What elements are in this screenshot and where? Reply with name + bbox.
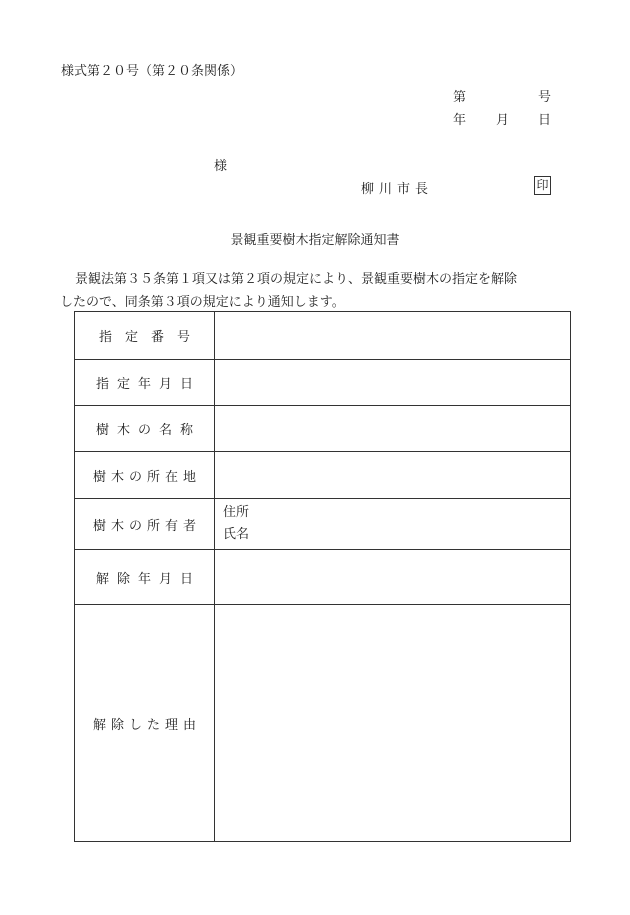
row-label: 樹木の名称 — [75, 406, 215, 452]
doc-number-suffix: 号 — [538, 90, 552, 105]
designation-number-field[interactable] — [215, 312, 571, 360]
notice-body-line-1: 景観法第３５条第１項又は第２項の規定により、景観重要樹木の指定を解除 — [75, 272, 518, 287]
row-label: 指定年月日 — [75, 360, 215, 406]
row-label: 樹木の所在地 — [75, 452, 215, 499]
doc-number-prefix: 第 — [453, 90, 467, 105]
tree-name-field[interactable] — [215, 406, 571, 452]
issuer-name: 柳川市長 — [361, 182, 434, 197]
row-label: 解除した理由 — [75, 605, 215, 842]
cancellation-date-field[interactable] — [215, 550, 571, 605]
owner-address-label: 住所 — [223, 505, 250, 520]
date-year: 年 — [453, 113, 467, 128]
notice-body-line-2: したので、同条第３項の規定により通知します。 — [60, 295, 345, 310]
document-title: 景観重要樹木指定解除通知書 — [230, 233, 400, 248]
date-month: 月 — [496, 113, 510, 128]
table-row — [75, 550, 571, 605]
row-label: 樹木の所有者 — [75, 499, 215, 550]
addressee-honorific: 様 — [214, 159, 228, 174]
owner-name-label: 氏名 — [223, 527, 250, 542]
table-row — [75, 312, 571, 360]
table-row — [75, 360, 571, 406]
table-row — [75, 406, 571, 452]
date-day: 日 — [538, 113, 552, 128]
tree-owner-field[interactable] — [215, 499, 571, 550]
notice-body — [60, 268, 518, 314]
row-label: 解除年月日 — [75, 550, 215, 605]
table-row — [75, 452, 571, 499]
tree-location-field[interactable] — [215, 452, 571, 499]
table-row — [75, 499, 571, 550]
notice-form-table — [74, 311, 571, 842]
row-label: 指定番号 — [75, 312, 215, 360]
designation-date-field[interactable] — [215, 360, 571, 406]
table-row — [75, 605, 571, 842]
cancellation-reason-field[interactable] — [215, 605, 571, 842]
seal-mark: 印 — [534, 176, 551, 195]
form-number-label: 様式第２０号（第２０条関係） — [61, 64, 244, 79]
